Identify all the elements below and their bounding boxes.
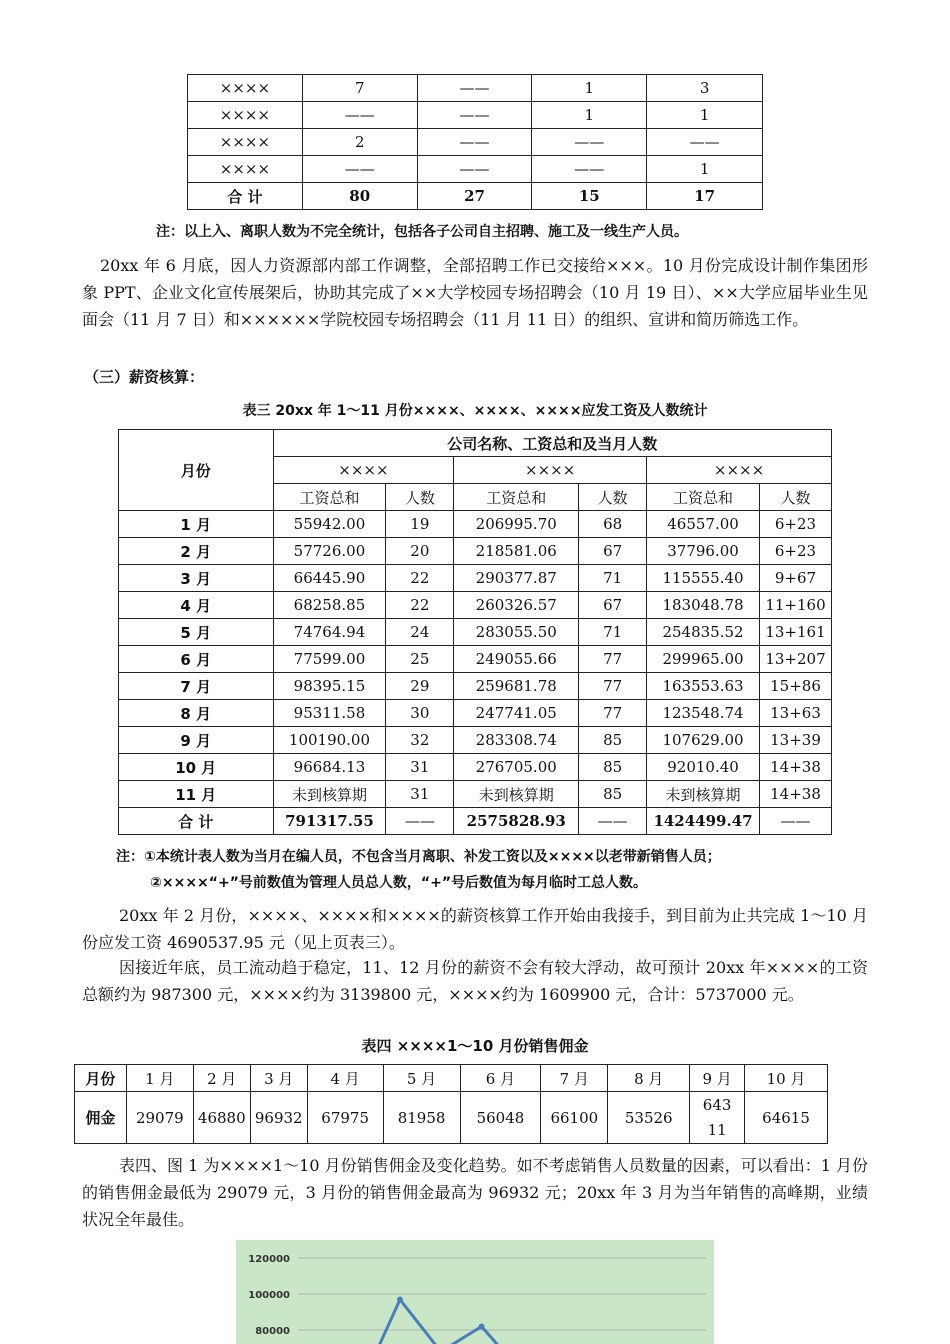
month-cell: 8 月 — [608, 1065, 690, 1092]
total-cell: 2575828.93 — [454, 808, 579, 835]
table-cell: 77 — [579, 673, 647, 700]
table-cell: 25 — [386, 646, 454, 673]
month-cell: 1 月 — [126, 1065, 193, 1092]
table-cell: 13+63 — [760, 700, 832, 727]
table-cell: 299965.00 — [647, 646, 760, 673]
paragraph-salary-forecast: 因接近年底，员工流动趋于稳定，11、12 月份的薪资不会有较大浮动，故可预计 20xx 年××××的工资总额约为 987300 元，××××约为 3139800 元，××××约为 1609900 元，合计：5737000 元。 — [82, 958, 868, 1004]
table-cell: 13+207 — [760, 646, 832, 673]
table-cell: 11+160 — [760, 592, 832, 619]
table-cell: 31 — [386, 781, 454, 808]
table-cell: 29 — [386, 673, 454, 700]
table-cell: 13+161 — [760, 619, 832, 646]
table-cell: 96684.13 — [273, 754, 386, 781]
table-cell: 71 — [579, 565, 647, 592]
table-cell: ×××× — [188, 156, 303, 183]
table-row — [188, 75, 763, 102]
table-cell: 123548.74 — [647, 700, 760, 727]
commission-cell: 29079 — [126, 1092, 193, 1144]
month-cell: 1 月 — [119, 511, 274, 538]
total-cell: 27 — [417, 183, 532, 210]
table-cell: 未到核算期 — [454, 781, 579, 808]
table-cell: 98395.15 — [273, 673, 386, 700]
table-cell: —— — [302, 156, 417, 183]
table-cell: 13+39 — [760, 727, 832, 754]
table-cell: 283308.74 — [454, 727, 579, 754]
month-cell: 2 月 — [119, 538, 274, 565]
commission-table — [74, 1064, 828, 1144]
total-cell: 80 — [302, 183, 417, 210]
table-cell: 92010.40 — [647, 754, 760, 781]
table-row — [119, 565, 832, 592]
table-row — [188, 129, 763, 156]
table-cell: 14+38 — [760, 781, 832, 808]
table-cell: 68 — [579, 511, 647, 538]
month-cell: 7 月 — [119, 673, 274, 700]
table-cell: 67 — [579, 538, 647, 565]
y-tick-label: 80000 — [255, 1326, 290, 1337]
table-cell: 100190.00 — [273, 727, 386, 754]
total-cell: —— — [386, 808, 454, 835]
table-row — [119, 700, 832, 727]
table-cell: 283055.50 — [454, 619, 579, 646]
month-cell: 7 月 — [541, 1065, 608, 1092]
commission-cell: 67975 — [307, 1092, 383, 1144]
table-cell: 290377.87 — [454, 565, 579, 592]
table-cell: 85 — [579, 727, 647, 754]
section-title-salary: （三）薪资核算： — [84, 368, 205, 386]
table-cell: 206995.70 — [454, 511, 579, 538]
table-row — [119, 754, 832, 781]
table-cell: 57726.00 — [273, 538, 386, 565]
table-cell: 24 — [386, 619, 454, 646]
table-cell: 15+86 — [760, 673, 832, 700]
table-row — [119, 619, 832, 646]
table-cell: 46557.00 — [647, 511, 760, 538]
table3-caption: 表三 20xx 年 1～11 月份××××、××××、××××应发工资及人数统计 — [242, 403, 708, 419]
table-row — [119, 646, 832, 673]
table-cell: 254835.52 — [647, 619, 760, 646]
month-cell: 4 月 — [307, 1065, 383, 1092]
table-cell: ×××× — [188, 75, 303, 102]
month-cell: 5 月 — [119, 619, 274, 646]
company-header: ×××× — [454, 457, 647, 484]
table-cell: 85 — [579, 754, 647, 781]
month-cell: 10 月 — [745, 1065, 828, 1092]
table-cell: 85 — [579, 781, 647, 808]
commission-cell: 46880 — [193, 1092, 250, 1144]
total-row — [119, 808, 832, 835]
month-cell: 3 月 — [250, 1065, 307, 1092]
table-cell: 1 — [647, 102, 763, 129]
table-row — [119, 781, 832, 808]
commission-cell: 53526 — [608, 1092, 690, 1144]
total-row — [188, 183, 763, 210]
month-label: 月份 — [75, 1065, 127, 1092]
table4-caption: 表四 ××××1～10 月份销售佣金 — [361, 1037, 589, 1055]
month-cell: 6 月 — [119, 646, 274, 673]
table1-note: 注：以上入、离职人数为不完全统计，包括各子公司自主招聘、施工及一线生产人员。 — [156, 224, 688, 240]
total-cell: —— — [579, 808, 647, 835]
table-cell: 7 — [302, 75, 417, 102]
company-header: ×××× — [647, 457, 832, 484]
sub-header: 工资总和 — [273, 484, 386, 511]
table-cell: 未到核算期 — [273, 781, 386, 808]
table-cell: 1 — [532, 75, 647, 102]
month-cell: 3 月 — [119, 565, 274, 592]
table-cell: ×××× — [188, 102, 303, 129]
company-group-header: 公司名称、工资总和及当月人数 — [273, 430, 831, 457]
table-cell: 22 — [386, 565, 454, 592]
table-cell: —— — [532, 129, 647, 156]
paragraph-commission-analysis: 表四、图 1 为××××1～10 月份销售佣金及变化趋势。如不考虑销售人员数量的因素，可以看出：1 月份的销售佣金最低为 29079 元，3 月份的销售佣金最高为 96932 元；20xx 年 3 月为当年销售的高峰期，业绩状况全年最佳。 — [82, 1156, 868, 1229]
table-cell: 77 — [579, 646, 647, 673]
table-cell: 9+67 — [760, 565, 832, 592]
table-cell: 未到核算期 — [647, 781, 760, 808]
sub-header: 工资总和 — [647, 484, 760, 511]
commission-cell: 64311 — [690, 1092, 745, 1144]
table-cell: 30 — [386, 700, 454, 727]
table-cell: —— — [417, 129, 532, 156]
recruitment-table — [187, 74, 763, 210]
table-cell: 77 — [579, 700, 647, 727]
table-cell: 32 — [386, 727, 454, 754]
table-cell: —— — [417, 102, 532, 129]
table-cell: 247741.05 — [454, 700, 579, 727]
table-cell: 1 — [647, 156, 763, 183]
table-cell: 183048.78 — [647, 592, 760, 619]
sub-header: 人数 — [386, 484, 454, 511]
data-point — [479, 1323, 485, 1329]
month-cell: 9 月 — [119, 727, 274, 754]
table-cell: 3 — [647, 75, 763, 102]
table-cell: 37796.00 — [647, 538, 760, 565]
table-cell: —— — [532, 156, 647, 183]
month-cell: 8 月 — [119, 700, 274, 727]
table-cell: 95311.58 — [273, 700, 386, 727]
month-cell: 9 月 — [690, 1065, 745, 1092]
total-cell: 791317.55 — [273, 808, 386, 835]
table-row — [119, 673, 832, 700]
month-cell: 11 月 — [119, 781, 274, 808]
commission-cell: 56048 — [460, 1092, 541, 1144]
data-point — [397, 1297, 403, 1303]
table-row — [119, 538, 832, 565]
table-row — [119, 592, 832, 619]
table-cell: 68258.85 — [273, 592, 386, 619]
commission-line-chart — [236, 1240, 714, 1344]
sub-header: 人数 — [579, 484, 647, 511]
month-cell: 4 月 — [119, 592, 274, 619]
table-cell: 276705.00 — [454, 754, 579, 781]
commission-label: 佣金 — [75, 1092, 127, 1144]
paragraph-salary-summary: 20xx 年 2 月份，××××、××××和××××的薪资核算工作开始由我接手，到目前为止共完成 1～10 月份应发工资 4690537.95 元（见上页表三）。 — [82, 906, 868, 952]
table-cell: 218581.06 — [454, 538, 579, 565]
month-cell: 2 月 — [193, 1065, 250, 1092]
table-cell: 31 — [386, 754, 454, 781]
commission-cell: 81958 — [383, 1092, 460, 1144]
chart-svg — [236, 1240, 714, 1344]
total-cell: 合 计 — [119, 808, 274, 835]
table-cell: 66445.90 — [273, 565, 386, 592]
table-cell: 1 — [532, 102, 647, 129]
month-cell: 10 月 — [119, 754, 274, 781]
table-cell: 19 — [386, 511, 454, 538]
month-header: 月份 — [119, 430, 274, 511]
month-cell: 5 月 — [383, 1065, 460, 1092]
company-header: ×××× — [273, 457, 454, 484]
table-row — [119, 511, 832, 538]
table-cell: —— — [417, 156, 532, 183]
table-cell: 6+23 — [760, 538, 832, 565]
sub-header: 工资总和 — [454, 484, 579, 511]
series-line — [318, 1300, 685, 1344]
table-cell: ×××× — [188, 129, 303, 156]
table-cell: 74764.94 — [273, 619, 386, 646]
table-cell: 163553.63 — [647, 673, 760, 700]
y-tick-label: 100000 — [248, 1290, 290, 1301]
total-cell: 15 — [532, 183, 647, 210]
table-row — [188, 102, 763, 129]
table-row — [188, 156, 763, 183]
table-cell: 6+23 — [760, 511, 832, 538]
month-cell: 6 月 — [460, 1065, 541, 1092]
table-cell: 67 — [579, 592, 647, 619]
commission-cell: 96932 — [250, 1092, 307, 1144]
table-row — [119, 727, 832, 754]
salary-table — [118, 429, 832, 835]
table-cell: 71 — [579, 619, 647, 646]
table-cell: —— — [417, 75, 532, 102]
table-cell: 77599.00 — [273, 646, 386, 673]
table-cell: —— — [302, 102, 417, 129]
table-cell: 14+38 — [760, 754, 832, 781]
table-cell: 259681.78 — [454, 673, 579, 700]
total-cell: 合 计 — [188, 183, 303, 210]
total-cell: —— — [760, 808, 832, 835]
table3-note-line1: 注：①本统计表人数为当月在编人员，不包含当月离职、补发工资以及××××以老带新销售人员； — [116, 849, 721, 865]
table-cell: 2 — [302, 129, 417, 156]
table-cell: 107629.00 — [647, 727, 760, 754]
table-cell: 115555.40 — [647, 565, 760, 592]
y-tick-label: 120000 — [248, 1254, 290, 1265]
table3-note-line2: ②××××“+”号前数值为管理人员总人数，“+”号后数值为每月临时工总人数。 — [150, 875, 648, 891]
sub-header: 人数 — [760, 484, 832, 511]
total-cell: 1424499.47 — [647, 808, 760, 835]
table-cell: 22 — [386, 592, 454, 619]
table-cell: 260326.57 — [454, 592, 579, 619]
paragraph-recruitment: 20xx 年 6 月底，因人力资源部内部工作调整，全部招聘工作已交接给×××。10 月份完成设计制作集团形象 PPT、企业文化宣传展架后，协助其完成了××大学校园专场招聘会（10 月 19 日）、××大学应届毕业生见面会（11 月 7 日）和××××××学院校园专场招聘会（11 月 11 日）的组织、宣讲和简历筛选工作。 — [82, 256, 868, 329]
total-cell: 17 — [647, 183, 763, 210]
table-cell: —— — [647, 129, 763, 156]
commission-cell: 66100 — [541, 1092, 608, 1144]
table-cell: 249055.66 — [454, 646, 579, 673]
table-cell: 55942.00 — [273, 511, 386, 538]
commission-cell: 64615 — [745, 1092, 828, 1144]
table-cell: 20 — [386, 538, 454, 565]
